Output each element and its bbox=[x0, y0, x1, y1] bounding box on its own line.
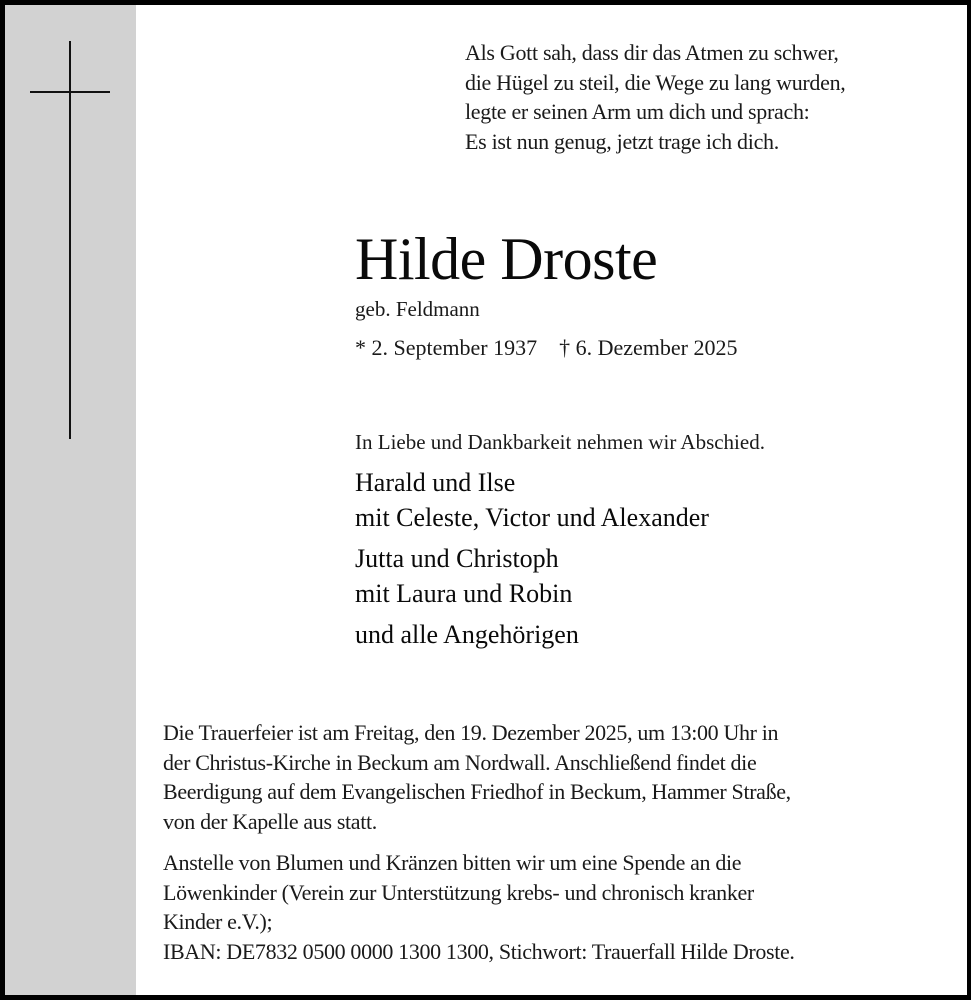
donation-line: Löwenkinder (Verein zur Unterstützung krebs- und chronisch kranker bbox=[163, 879, 754, 905]
funeral-service-info bbox=[163, 718, 953, 836]
poem bbox=[465, 38, 846, 156]
service-line: Die Trauerfeier ist am Freitag, den 19. Dezember 2025, um 13:00 Uhr in bbox=[163, 720, 779, 745]
donation-info bbox=[163, 848, 953, 966]
life-dates bbox=[355, 333, 737, 363]
birth-date: * 2. September 1937 bbox=[355, 335, 538, 360]
service-line: der Christus-Kirche in Beckum am Nordwall. Anschließend findet die bbox=[163, 749, 757, 775]
cross-horizontal-bar bbox=[30, 91, 110, 93]
mourner-line: mit Laura und Robin bbox=[355, 579, 573, 608]
mourner-line: mit Celeste, Victor und Alexander bbox=[355, 503, 709, 532]
mourner-line: Harald und Ilse bbox=[355, 468, 516, 497]
mourners-list bbox=[355, 465, 709, 658]
donation-line: Anstelle von Blumen und Kränzen bitten wir um eine Spende an die bbox=[163, 850, 742, 875]
cross-vertical-bar bbox=[69, 41, 71, 439]
poem-line: Es ist nun genug, jetzt trage ich dich. bbox=[465, 128, 779, 154]
service-line: Beerdigung auf dem Evangelischen Friedhof in Beckum, Hammer Straße, bbox=[163, 779, 791, 804]
mourner-group bbox=[355, 541, 709, 611]
side-band bbox=[5, 5, 136, 995]
donation-line: Kinder e.V.); bbox=[163, 909, 273, 934]
death-date: † 6. Dezember 2025 bbox=[559, 335, 738, 360]
mourner-line: Jutta und Christoph bbox=[355, 544, 559, 573]
deceased-name: Hilde Droste bbox=[355, 226, 658, 292]
mourner-group bbox=[355, 617, 709, 652]
poem-line: legte er seinen Arm um dich und sprach: bbox=[465, 99, 810, 124]
farewell-line: In Liebe und Dankbarkeit nehmen wir Abschied. bbox=[355, 430, 765, 454]
mourner-line: und alle Angehörigen bbox=[355, 620, 579, 649]
service-line: von der Kapelle aus statt. bbox=[163, 808, 377, 834]
mourner-group bbox=[355, 465, 709, 535]
donation-iban-line: IBAN: DE7832 0500 0000 1300 1300, Stichwort: Trauerfall Hilde Droste. bbox=[163, 938, 795, 964]
maiden-name: geb. Feldmann bbox=[355, 297, 480, 321]
poem-line: die Hügel zu steil, die Wege zu lang wurden, bbox=[465, 69, 846, 95]
poem-line: Als Gott sah, dass dir das Atmen zu schwer, bbox=[465, 40, 839, 65]
obituary-notice bbox=[5, 5, 967, 995]
